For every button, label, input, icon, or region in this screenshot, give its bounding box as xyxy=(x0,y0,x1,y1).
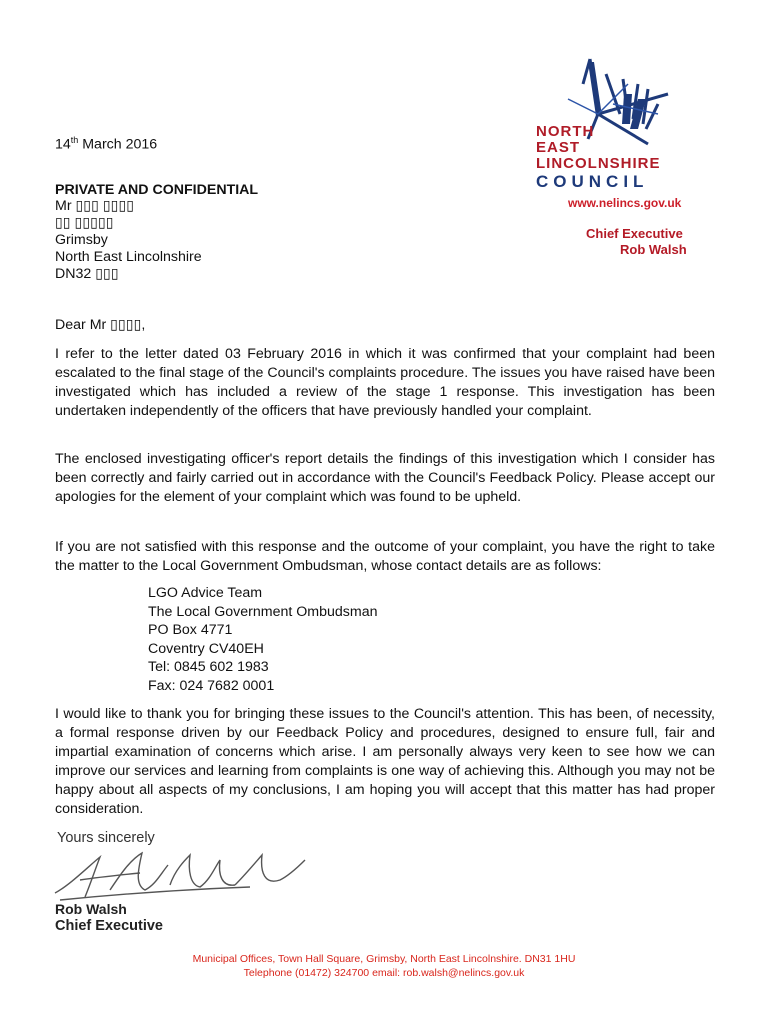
sender-role: Chief Executive xyxy=(586,226,683,241)
recipient-address-line2: Grimsby xyxy=(55,232,108,248)
footer-contact: Telephone (01472) 324700 email: rob.walsh@nelincs.gov.uk xyxy=(243,967,525,979)
signer-title: Chief Executive xyxy=(55,918,163,934)
contact-line-3: PO Box 4771 xyxy=(148,622,233,639)
ombudsman-contact xyxy=(148,584,377,696)
recipient-name: Mr ▯▯▯ ▯▯▯▯ xyxy=(55,198,135,214)
paragraph-4: I would like to thank you for bringing these issues to the Council's attention. This has been, of necessity, a formal response driven by our Feedback Policy and procedures, designed to ensure full, fair and impartial examination of concerns which arise. I am personally always very keen to see how we can improve our services and learning from complaints is one way of achieving this. Although you may not be happy about all aspects of my conclusions, I am hoping you will accept that this matter has had proper consideration. xyxy=(55,706,715,817)
contact-line-2: The Local Government Ombudsman xyxy=(148,603,378,620)
contact-line-6: Fax: 024 7682 0001 xyxy=(148,677,275,694)
salutation: Dear Mr ▯▯▯▯, xyxy=(55,317,146,333)
date-month-year: March 2016 xyxy=(78,136,158,153)
confidential-marking: PRIVATE AND CONFIDENTIAL xyxy=(55,182,259,198)
closing: Yours sincerely xyxy=(57,830,155,846)
letter-date xyxy=(55,131,157,154)
recipient-address-line3: North East Lincolnshire xyxy=(55,249,202,265)
signature xyxy=(50,845,310,905)
signer-name: Rob Walsh xyxy=(55,901,127,917)
contact-line-1: LGO Advice Team xyxy=(148,585,263,601)
date-suffix: th xyxy=(70,135,79,145)
recipient-postcode: DN32 ▯▯▯ xyxy=(55,266,119,282)
contact-line-4: Coventry CV40EH xyxy=(148,640,264,657)
logo-line-east: EAST xyxy=(536,139,581,156)
paragraph-2: The enclosed investigating officer's report details the findings of this investigation which I consider has been correctly and fairly carried out in accordance with the Council's Feedback Policy. Please accept our apologies for the element of your complaint which was found to be upheld. xyxy=(55,451,715,505)
contact-line-5: Tel: 0845 602 1983 xyxy=(148,659,269,676)
footer-address: Municipal Offices, Town Hall Square, Grimsby, North East Lincolnshire. DN31 1HU xyxy=(192,953,576,965)
logo-line-council: COUNCIL xyxy=(536,172,649,191)
paragraph-1: I refer to the letter dated 03 February 2016 in which it was confirmed that your complaint had been escalated to the final stage of the Council's complaints procedure. The issues you have raised have been investigated which has included a review of the stage 1 response. This investigation has been undertaken independently of the officers that have previously handled your complaint. xyxy=(55,346,715,419)
recipient-address-line1: ▯▯ ▯▯▯▯▯ xyxy=(55,215,114,231)
date-day: 14 xyxy=(55,136,71,153)
logo-line-lincolnshire: LINCOLNSHIRE xyxy=(536,155,661,172)
council-website: www.nelincs.gov.uk xyxy=(568,196,682,210)
logo-line-north: NORTH xyxy=(536,123,595,140)
paragraph-3: If you are not satisfied with this response and the outcome of your complaint, you have the right to take the matter to the Local Government Ombudsman, whose contact details are as follows: xyxy=(55,539,715,574)
sender-name: Rob Walsh xyxy=(620,242,687,257)
